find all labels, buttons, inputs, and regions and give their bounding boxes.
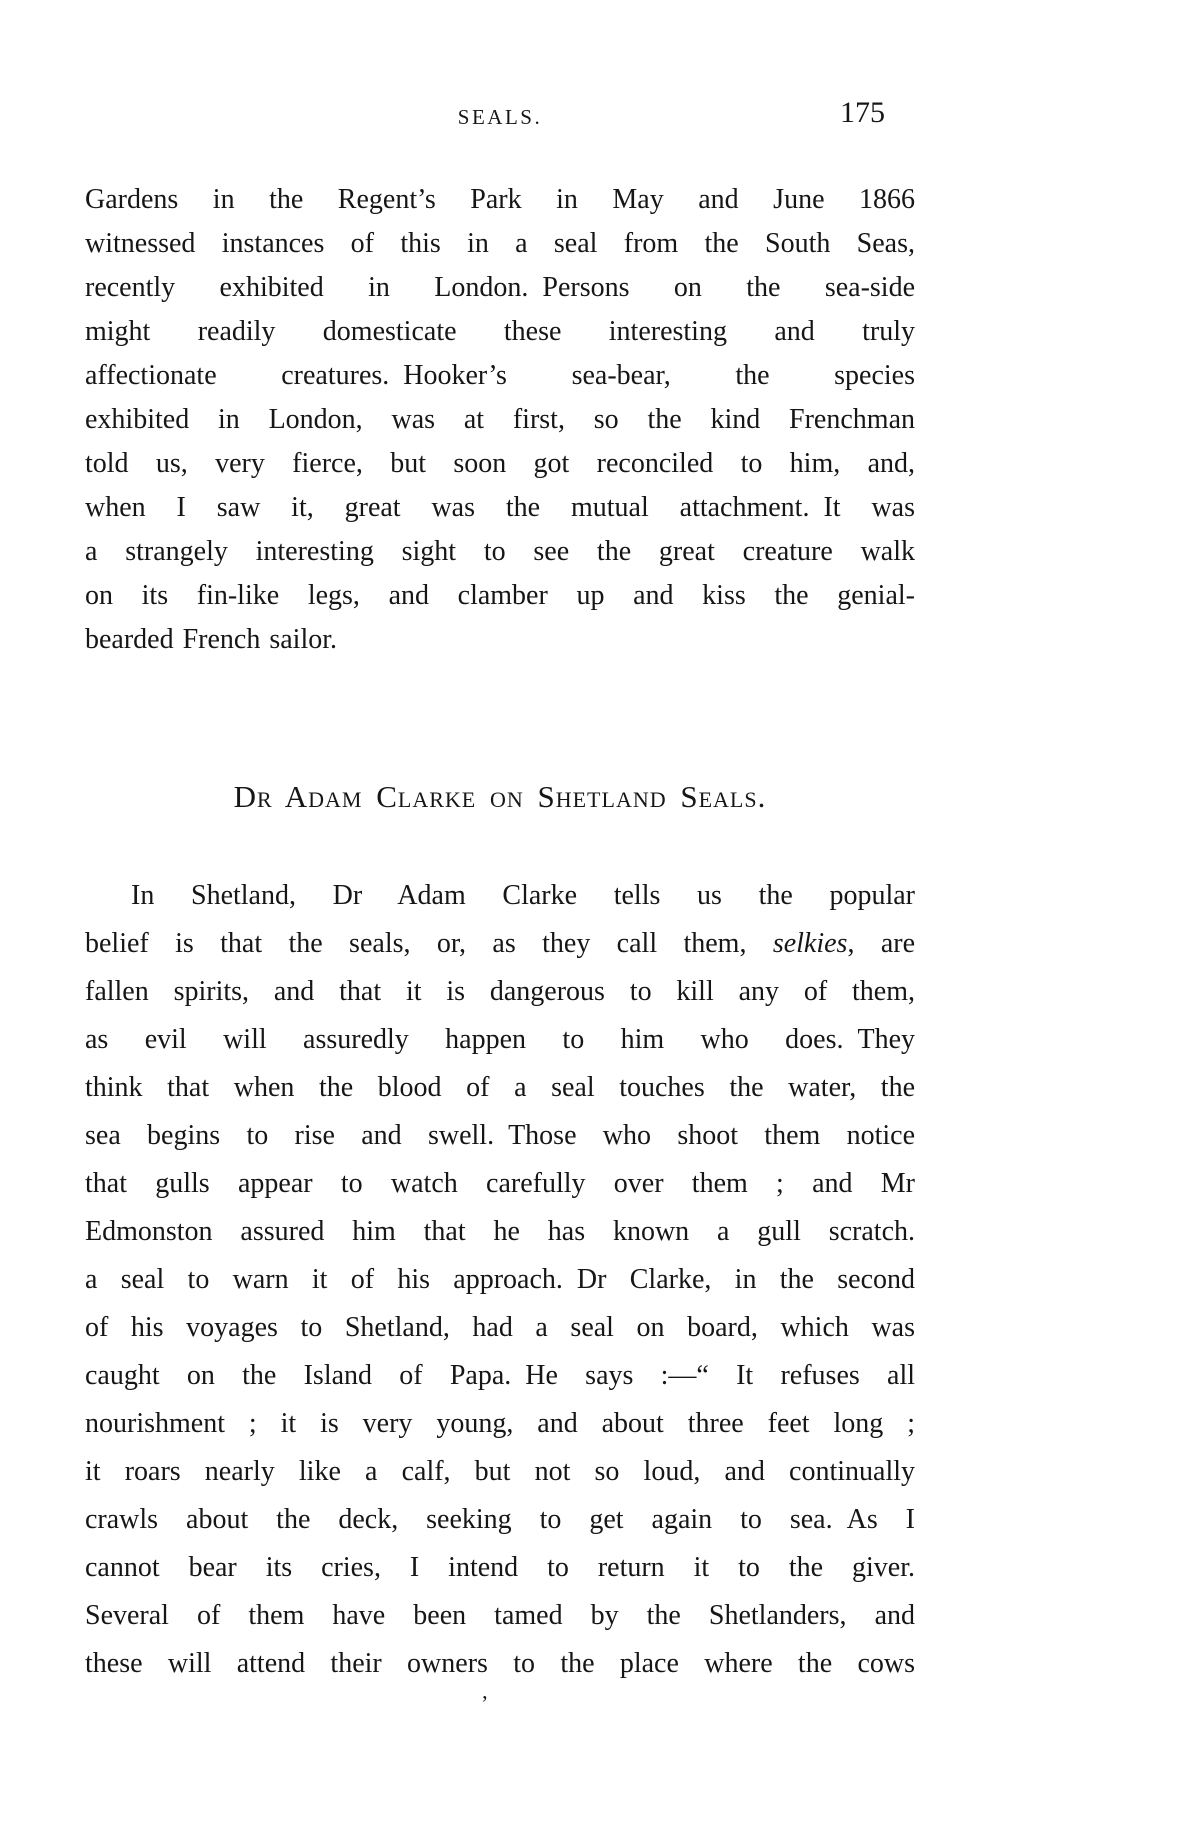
text-segment: that gulls appear to watch carefully over them ; and Mr <box>85 1168 915 1199</box>
text-line <box>85 1400 915 1448</box>
text-line <box>85 1448 915 1496</box>
text-segment: nourishment ; it is very young, and about three feet long ; <box>85 1408 915 1439</box>
text-line <box>85 354 915 398</box>
text-segment: when I saw it, great was the mutual attachment. It was <box>85 492 915 523</box>
text-segment: witnessed instances of this in a seal from the South Seas, <box>85 228 915 259</box>
text-line <box>85 530 915 574</box>
text-segment: of his voyages to Shetland, had a seal on board, which was <box>85 1312 915 1343</box>
text-segment: cannot bear its cries, I intend to return it to the giver. <box>85 1552 915 1583</box>
paragraph-opening <box>85 178 915 662</box>
text-line <box>85 920 915 968</box>
text-segment: told us, very fierce, but soon got reconciled to him, and, <box>85 448 915 479</box>
text-segment: on its fin-like legs, and clamber up and kiss the genial- <box>85 580 915 611</box>
text-segment: caught on the Island of Papa. He says :—“ It refuses all <box>85 1360 915 1391</box>
text-segment: crawls about the deck, seeking to get again to sea. As I <box>85 1504 915 1535</box>
text-line <box>85 1496 915 1544</box>
text-line <box>85 1064 915 1112</box>
text-segment: a seal to warn it of his approach. Dr Clarke, in the second <box>85 1264 915 1295</box>
text-line <box>85 1016 915 1064</box>
text-segment: belief is that the seals, or, as they call them, <box>85 928 773 959</box>
text-segment: , are <box>847 928 915 959</box>
text-line <box>85 1112 915 1160</box>
text-segment: Edmonston assured him that he has known a gull scratch. <box>85 1216 915 1247</box>
running-title: SEALS. <box>457 105 543 129</box>
text-line <box>85 1208 915 1256</box>
text-line <box>85 310 915 354</box>
text-segment: as evil will assuredly happen to him who does. They <box>85 1024 915 1055</box>
text-line <box>85 1640 915 1688</box>
section-heading: Dr Adam Clarke on Shetland Seals. <box>233 779 767 814</box>
text-line <box>85 968 915 1016</box>
text-segment: sea begins to rise and swell. Those who shoot them notice <box>85 1120 915 1151</box>
text-line <box>85 1352 915 1400</box>
page-number: 175 <box>840 96 885 129</box>
text-line <box>85 266 915 310</box>
text-segment: Gardens in the Regent’s Park in May and June 1866 <box>85 184 915 215</box>
text-line <box>85 574 915 618</box>
text-segment: affectionate creatures. Hooker’s sea-bear, the species <box>85 360 915 391</box>
text-segment: it roars nearly like a calf, but not so loud, and continually <box>85 1456 915 1487</box>
text-line <box>85 442 915 486</box>
text-segment: think that when the blood of a seal touches the water, the <box>85 1072 915 1103</box>
text-line <box>85 222 915 266</box>
paragraph-shetland-seals <box>85 872 915 1688</box>
text-line <box>85 1544 915 1592</box>
text-line <box>85 872 915 920</box>
text-segment: these will attend their owners to the place where the cows <box>85 1648 915 1679</box>
text-segment: In Shetland, Dr Adam Clarke tells us the popular <box>131 880 915 911</box>
text-line <box>85 1592 915 1640</box>
running-header <box>85 96 915 134</box>
text-segment: bearded French sailor. <box>85 624 338 655</box>
text-segment: a strangely interesting sight to see the great creature walk <box>85 536 915 567</box>
text-line <box>85 398 915 442</box>
italic-term: selkies <box>772 928 848 959</box>
text-line <box>85 618 915 662</box>
text-segment: exhibited in London, was at first, so the kind Frenchman <box>85 404 915 435</box>
text-segment: fallen spirits, and that it is dangerous to kill any of them, <box>85 976 915 1007</box>
text-line <box>85 1256 915 1304</box>
text-line <box>85 1304 915 1352</box>
stray-ink-mark: ʼ <box>481 1691 489 1716</box>
text-segment: recently exhibited in London. Persons on the sea-side <box>85 272 915 303</box>
text-line <box>85 486 915 530</box>
text-segment: might readily domesticate these interesting and truly <box>85 316 915 347</box>
text-line <box>85 1160 915 1208</box>
text-line <box>85 178 915 222</box>
text-segment: Several of them have been tamed by the Shetlanders, and <box>85 1600 915 1631</box>
text-block <box>85 0 915 1716</box>
